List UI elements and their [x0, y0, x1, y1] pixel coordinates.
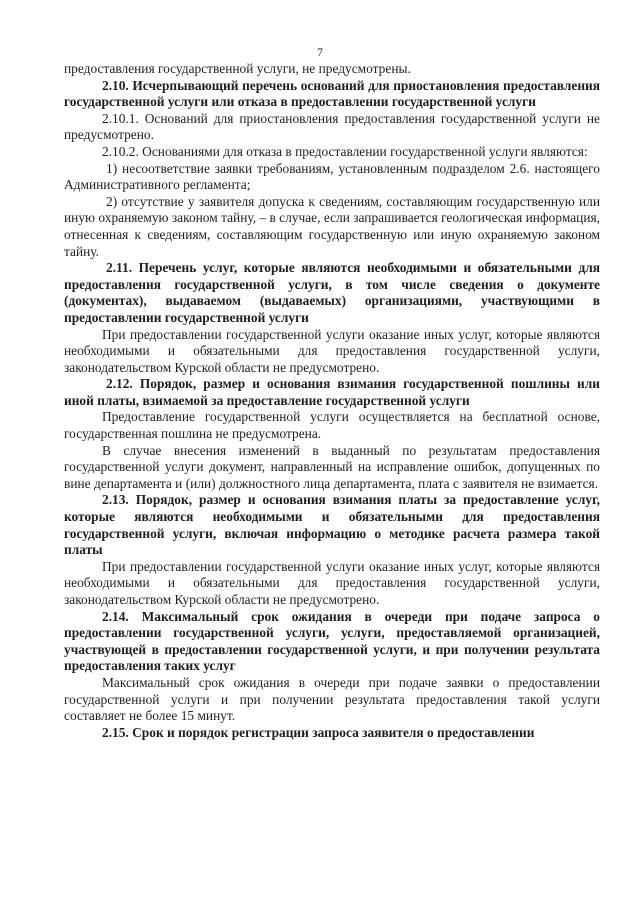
- section-heading-2-13: 2.13. Порядок, размер и основания взимания платы за предоставление услуг, которые являются необходимыми и обязательными для предоставления государственной услуги, включая информацию о методике расчета размера такой платы: [64, 492, 600, 558]
- paragraph: предоставления государственной услуги, не предусмотрены.: [64, 61, 411, 76]
- page-number: 7: [317, 45, 323, 59]
- paragraph: В случае внесения изменений в выданный по результатам предоставления государственной услуги документ, направленный на исправление ошибок, допущенных по вине департамента и (или) должностного лица департамента, плата с заявителя не взимается.: [64, 442, 600, 491]
- paragraph: При предоставлении государственной услуги оказание иных услуг, которые являются необходимыми и обязательными для предоставления государственной услуги, законодательством Курской области не предусмотрено.: [64, 558, 600, 607]
- paragraph: При предоставлении государственной услуги оказание иных услуг, которые являются необходимыми и обязательными для предоставления государственной услуги, законодательством Курской области не предусмотрено.: [64, 326, 600, 375]
- list-item: 1) несоответствие заявки требованиям, установленным подразделом 2.6. настоящего Административного регламента;: [64, 160, 600, 193]
- document-body: [64, 61, 600, 741]
- section-heading-2-15: 2.15. Срок и порядок регистрации запроса заявителя о предоставлении: [102, 724, 535, 740]
- paragraph: Максимальный срок ожидания в очереди при подаче заявки о предоставлении государственной услуги и при получении результата предоставления такой услуги составляет не более 15 минут.: [64, 674, 600, 724]
- paragraph: 2.10.1. Оснований для приостановления предоставления государственной услуги не предусмотрено.: [64, 110, 600, 143]
- section-heading-2-12: 2.12. Порядок, размер и основания взимания государственной пошлины или иной платы, взимаемой за предоставление государственной услуги: [64, 376, 600, 408]
- paragraph: Предоставление государственной услуги осуществляется на бесплатной основе, государственная пошлина не предусмотрена.: [64, 409, 600, 442]
- list-item: 2) отсутствие у заявителя допуска к сведениям, составляющим государственную или иную охраняемую законом тайну, – в случае, если запрашивается геологическая информация, отнесенная к сведениям, составляющим государственную или иную охраняемую законом тайну.: [64, 193, 600, 259]
- paragraph: 2.10.2. Основаниями для отказа в предоставлении государственной услуги являются:: [102, 143, 588, 159]
- section-heading-2-14: 2.14. Максимальный срок ожидания в очереди при подаче запроса о предоставлении государственной услуги, услуги, предоставляемой организацией, участвующей в предоставлении государственной услуги, и при получении результата предоставления таких услуг: [64, 608, 600, 674]
- section-heading-2-11: 2.11. Перечень услуг, которые являются необходимыми и обязательными для предоставления государственной услуги, в том числе сведения о документе (документах), выдаваемом (выдаваемых) организациями, участвующими в предоставлении государственной услуги: [64, 260, 600, 325]
- section-heading-2-10: 2.10. Исчерпывающий перечень оснований для приостановления предоставления государственной услуги или отказа в предоставлении государственной услуги: [64, 77, 600, 110]
